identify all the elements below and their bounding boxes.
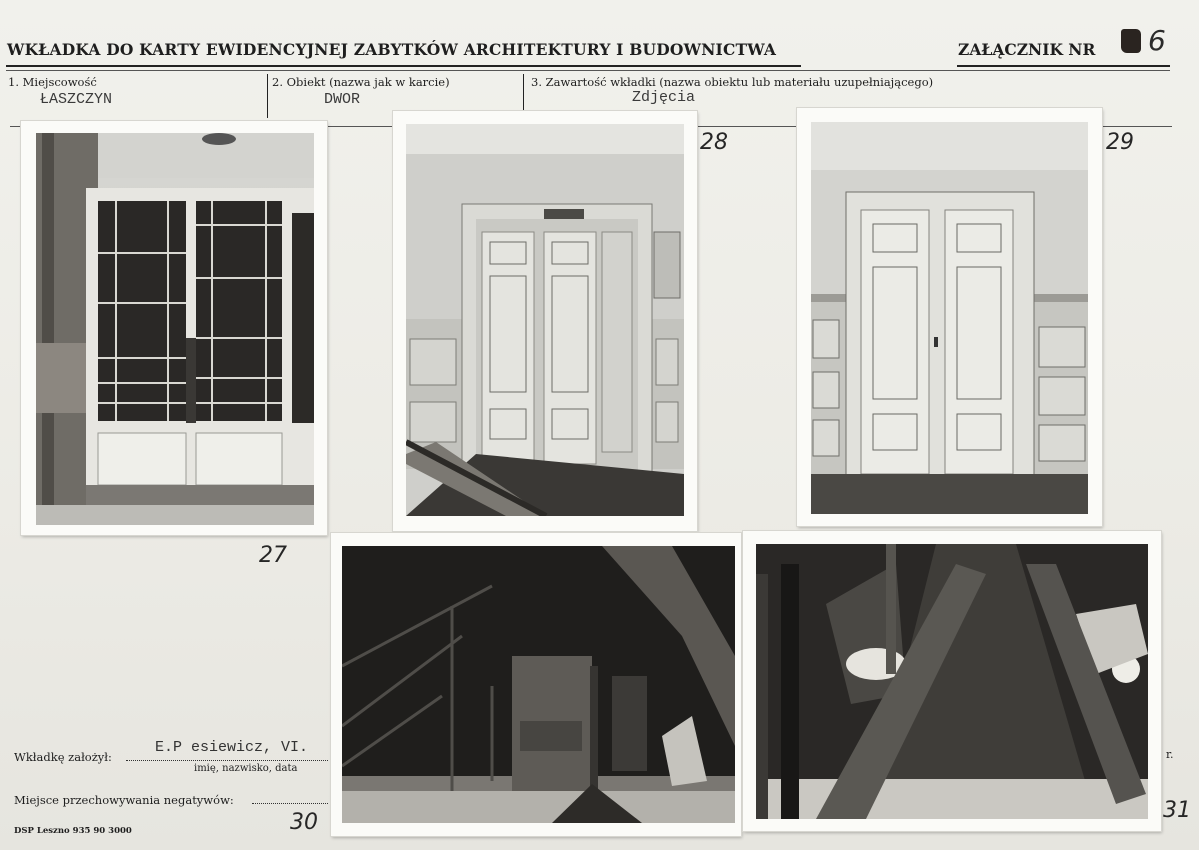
founder-dotted-line — [126, 760, 328, 761]
photo-number-27: 27 — [259, 543, 287, 568]
photo-27-image — [36, 133, 314, 525]
photo-30-attic-chimney — [331, 533, 741, 836]
photo-29-panelled-door — [797, 108, 1102, 526]
photo-31-image — [756, 544, 1148, 819]
negatives-label: Miejsce przechowywania negatywów: — [14, 793, 234, 807]
photo-number-28: 28 — [700, 130, 728, 155]
edge-character: r. — [1166, 748, 1174, 761]
header-rule-thin — [6, 70, 1170, 71]
field-divider-2 — [523, 74, 524, 110]
photo-number-29: 29 — [1106, 130, 1134, 155]
header-rule-right — [957, 65, 1170, 67]
photo-number-30: 30 — [290, 810, 318, 835]
field-divider-1 — [267, 74, 268, 118]
sheet-title: WKŁADKA DO KARTY EWIDENCYJNEJ ZABYTKÓW ARCHITEKTURY I BUDOWNICTWA — [7, 40, 777, 59]
object-value: DWOR — [324, 91, 361, 108]
negatives-dotted-line — [252, 803, 328, 804]
annex-number: 6 — [1148, 24, 1166, 57]
header-rule-left — [6, 65, 801, 67]
object-label: 2. Obiekt (nazwa jak w karcie) — [272, 75, 450, 89]
photo-28-image — [406, 124, 684, 516]
founder-value: E.P esiewicz, VI. — [155, 739, 309, 756]
locality-label: 1. Miejscowość — [8, 75, 97, 89]
photo-31-attic-trusses — [743, 531, 1161, 831]
photo-28-doorway — [393, 111, 697, 531]
photo-30-image — [342, 546, 735, 823]
content-label: 3. Zawartość wkładki (nazwa obiektu lub materiału uzupełniającego) — [531, 75, 934, 89]
locality-value: ŁASZCZYN — [40, 91, 113, 108]
photo-27-glazed-door — [21, 121, 327, 535]
annex-label: ZAŁĄCZNIK NR — [958, 40, 1096, 59]
ink-blot-mark — [1121, 29, 1141, 53]
founder-label: Wkładkę założył: — [14, 750, 112, 764]
print-note: DSP Leszno 935 90 3000 — [14, 826, 132, 836]
photo-29-image — [811, 122, 1088, 514]
photo-number-31: 31 — [1163, 798, 1191, 823]
founder-caption: imię, nazwisko, data — [194, 763, 298, 774]
content-value: Zdjęcia — [632, 89, 696, 106]
